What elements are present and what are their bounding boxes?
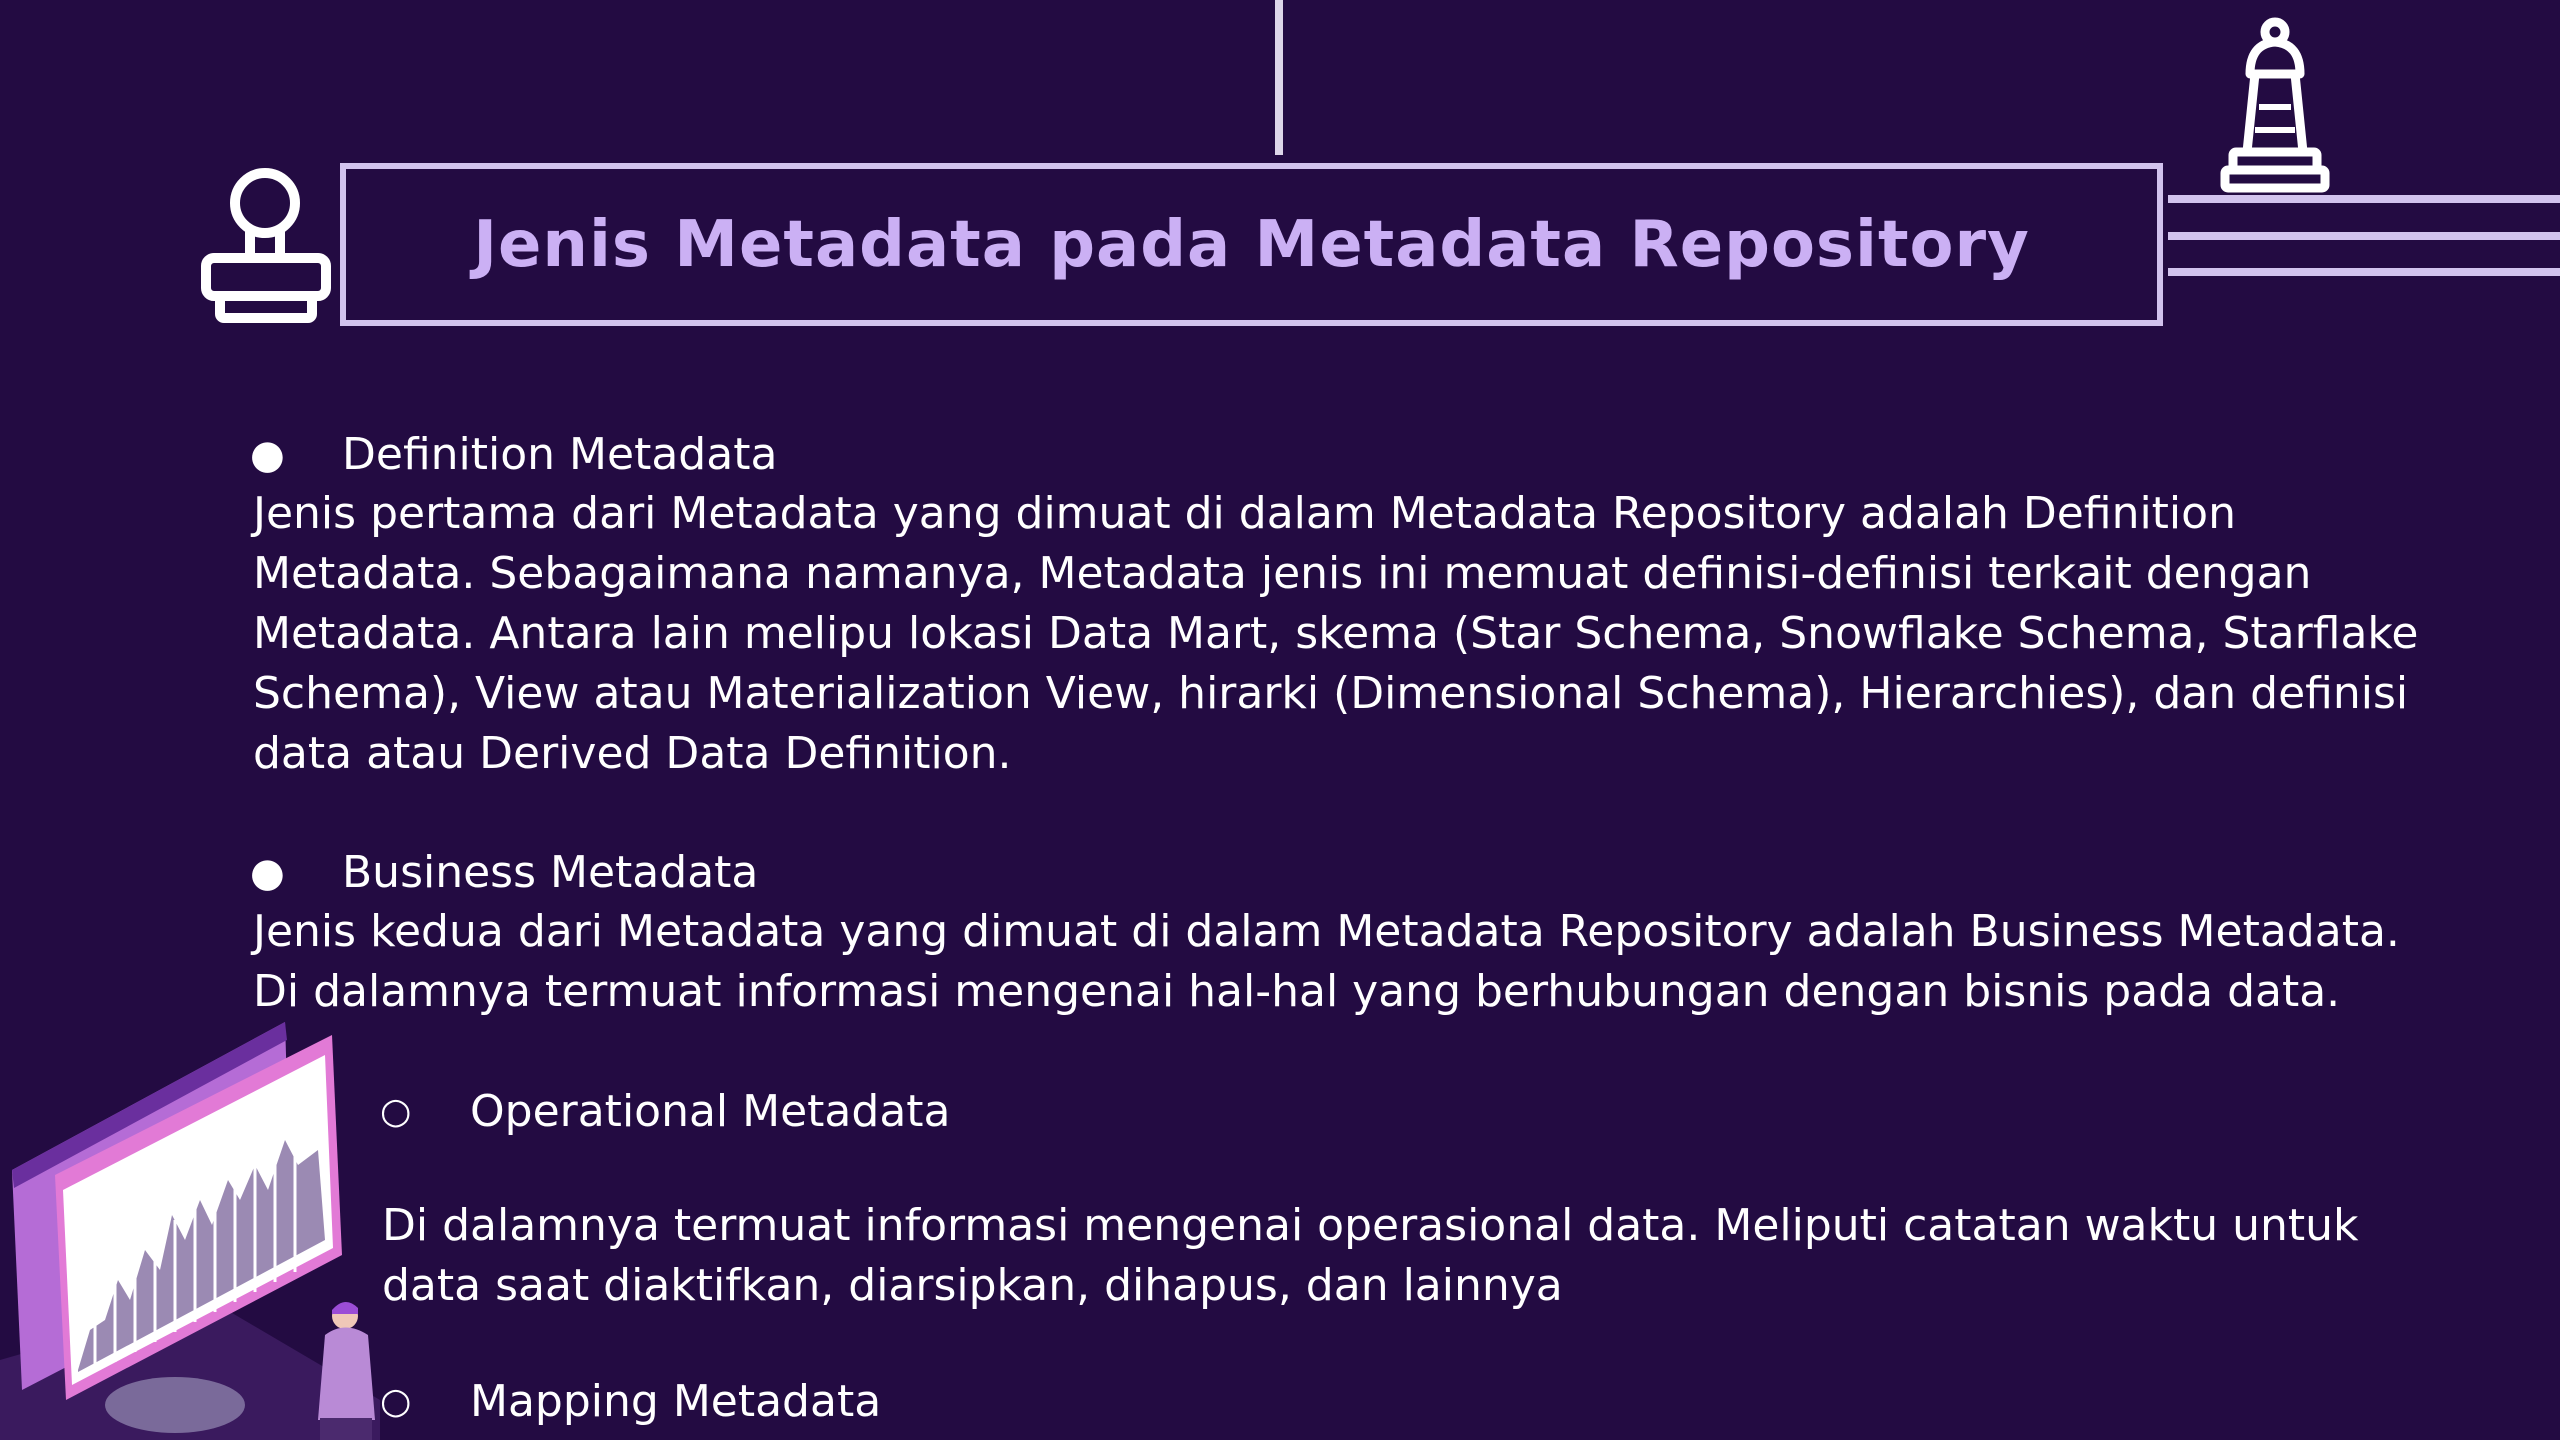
bullet-icon: ● xyxy=(250,432,285,478)
page-title: Jenis Metadata pada Metadata Repository xyxy=(473,207,2030,282)
title-box xyxy=(340,163,2163,326)
section-heading-business: Business Metadata xyxy=(342,847,759,898)
right-divider-line xyxy=(2168,195,2560,203)
section-text-business: Jenis kedua dari Metadata yang dimuat di dalam Metadata Repository adalah Business Metadata. Di dalamnya termuat informasi mengenai hal-hal yang berhubungan dengan bisnis pada data. xyxy=(253,906,2400,1017)
subsection-heading-operational: Operational Metadata xyxy=(470,1086,951,1137)
stamp-icon xyxy=(198,163,333,328)
sub-bullet-icon: ○ xyxy=(380,1091,412,1132)
subsection-text-operational: Di dalamnya termuat informasi mengenai operasional data. Meliputi catatan waktu untuk data saat diaktifkan, diarsipkan, dihapus, dan lainnya xyxy=(382,1200,2359,1311)
bullet-icon: ● xyxy=(250,850,285,896)
subsection-heading-mapping: Mapping Metadata xyxy=(470,1376,882,1427)
section-heading-definition: Definition Metadata xyxy=(342,429,778,480)
top-connector-line xyxy=(1275,0,1283,155)
data-dashboard-illustration xyxy=(0,1000,400,1440)
sub-bullet-icon: ○ xyxy=(380,1381,412,1422)
section-text-definition: Jenis pertama dari Metadata yang dimuat di dalam Metadata Repository adalah Definition Metadata. Sebagaimana namanya, Metadata jenis ini memuat definisi-definisi terkait dengan Metadata. Antara lain melipu lokasi Data Mart, skema (Star Schema, Snowflake Schema, Starflake Schema), View atau Materialization View, hirarki (Dimensional Schema), Hierarchies), dan definisi data atau Derived Data Definition. xyxy=(253,488,2419,779)
right-divider-line xyxy=(2168,268,2560,276)
right-divider-line xyxy=(2168,232,2560,240)
chess-bishop-icon xyxy=(2215,12,2335,194)
